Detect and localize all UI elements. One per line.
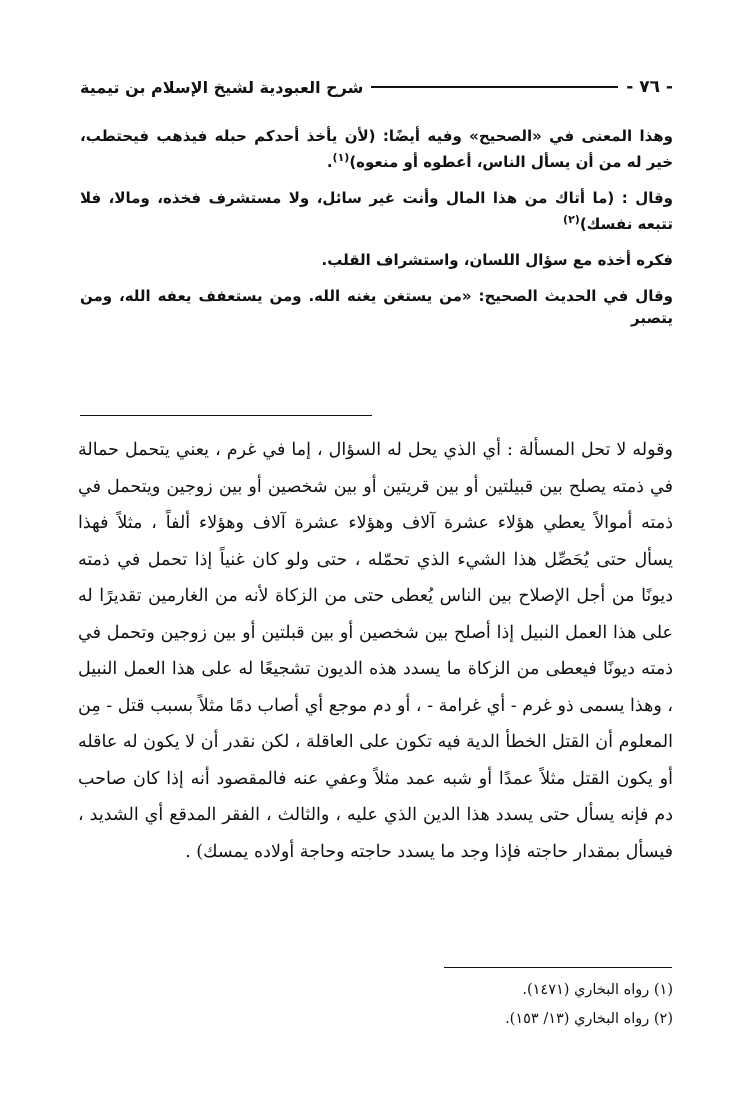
- commentary-text: [78, 432, 673, 870]
- quote-text: وقال : (ما أتاك من هذا المال وأنت غير سائل، ولا مستشرف فخذه، ومالا، فلا تتبعه نفسك): [80, 189, 673, 233]
- quote-paragraph: [80, 187, 673, 235]
- commentary-paragraph: وقوله لا تحل المسألة : أي الذي يحل له السؤال ، إما في غرم ، يعني يتحمل حمالة في ذمته يصلح بين قبيلتين أو بين قريتين أو بين شخصين أو بين زوجين ويتحمل في ذمته أموالاً يعطي هؤلاء عشرة آلاف وهؤلاء عشرة آلاف وهؤلاء ألفاً ، مثلاً فهذا يسأل حتى يُحَصِّل هذا الشيء الذي تحمّله ، حتى ولو كان غنياً إذا تحمل في ذمته ديونًا من أجل الإصلاح بين الناس يُعطى حتى من الزكاة لأنه من الغارمين تقديرًا له على هذا العمل النبيل إذا أصلح بين شخصين أو بين قبلتين أو بين زوجين وتحمل في ذمته ديونًا فيعطى من الزكاة ما يسدد هذه الديون تشجيعًا له على هذا العمل النبيل ، وهذا يسمى ذو غرم - أي غرامة - ، أو دم موجع أي أصاب دمًا مثلاً بسبب قتل - مِن المعلوم أن القتل الخطأ الدية فيه تكون على العاقلة ، لكن نقدر أن لا يكون له عاقله أو يكون القتل مثلاً عمدًا أو شبه عمد مثلاً وعفي عنه فالمقصود أنه إذا كان صاحب دم فإنه يسأل حتى يسدد هذا الدين الذي عليه ، والثالث ، الفقر المدقع أي الشديد ، فيسأل بمقدار حاجته فإذا وجد ما يسدد حاجته وحاجة أولاده يمسك) .: [78, 440, 673, 862]
- quoted-text-block: [80, 125, 673, 343]
- quote-text: فكره أخذه مع سؤال اللسان، واستشراف القلب.: [321, 251, 673, 269]
- running-header: [80, 74, 673, 100]
- quote-paragraph: [80, 249, 673, 271]
- section-divider: [80, 415, 372, 416]
- footnote-divider: [444, 967, 672, 968]
- quote-end-mark: .: [326, 153, 333, 171]
- footnote: (١) رواه البخاري (١٤٧١).: [522, 982, 673, 998]
- footnote: (٢) رواه البخاري (١٣/ ١٥٣).: [505, 1011, 673, 1027]
- quote-paragraph: [80, 125, 673, 173]
- page-number: - ٧٦ -: [626, 77, 673, 97]
- quote-text: وقال في الحديث الصحيح: «من يستغن يغنه الله. ومن يستعفف يعفه الله، ومن يتصبر: [80, 287, 673, 327]
- footnote-ref: (١): [332, 151, 350, 164]
- quote-text: وهذا المعنى في «الصحيح» وفيه أيضًا: (لأن يأخذ أحدكم حبله فيذهب فيحتطب، خير له من أن يسأل الناس، أعطوه أو منعوه): [80, 127, 673, 171]
- footnotes: [300, 976, 673, 1034]
- footnote-ref: (٢): [563, 213, 580, 226]
- header-rule: [371, 86, 618, 88]
- book-title: شرح العبودية لشيخ الإسلام بن تيمية: [80, 77, 364, 97]
- quote-paragraph: [80, 285, 673, 329]
